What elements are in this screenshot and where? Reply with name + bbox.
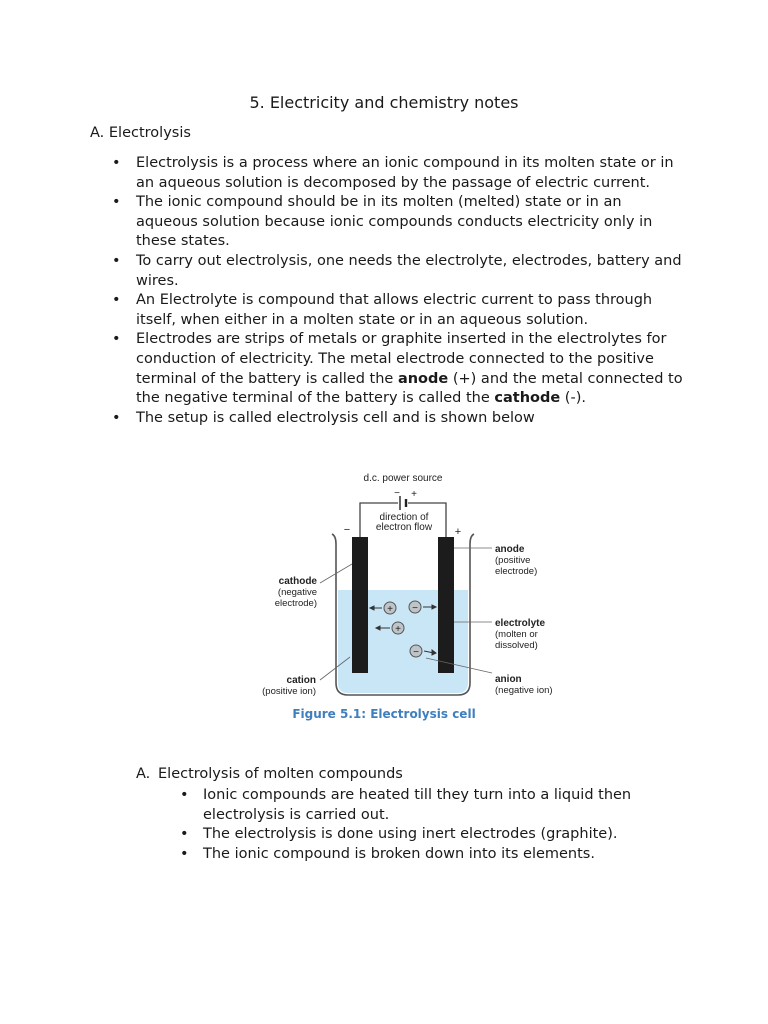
bullet-item: • The ionic compound is broken down into its elements. [180,845,680,865]
electrolysis-cell-figure [250,470,560,700]
cathode-sublabel: (negative [277,587,317,598]
bullet-item [112,330,687,408]
ion-sign: + [395,624,401,635]
cation-sublabel: (positive ion) [262,686,316,697]
cathode-sign: − [343,524,351,536]
page-title: 5. Electricity and chemistry notes [249,93,519,112]
anion-sublabel: (negative ion) [495,685,553,696]
electrolysis-diagram [250,470,560,700]
bullet-text: (+) and the metal connected to the negative terminal of the battery is called the [136,370,683,407]
battery-minus-sign: − [394,488,400,499]
subsection-number: A. [136,766,151,782]
electrolyte-sublabel: dissolved) [495,640,538,651]
electrolyte-sublabel: (molten or [495,629,538,640]
section-heading-electrolysis: A. Electrolysis [90,125,191,141]
ion-sign: − [413,647,419,658]
bullet-item: • The electrolysis is done using inert electrodes (graphite). [180,825,680,845]
bullet-text: Electrodes are strips of metals or graphite inserted in the electrolytes for conduction of electricity. The metal electrode connected to the positive terminal of the battery is called the [136,331,667,387]
bullet-item: • The ionic compound should be in its molten (melted) state or in an aqueous solution because ionic compounds conducts electricity only in these states. [112,193,687,252]
bullet-item: • Electrolysis is a process where an ionic compound in its molten state or in an aqueous solution is decomposed by the passage of electric current. [112,154,687,193]
cathode-electrode [352,537,368,673]
bullet-item: • Ionic compounds are heated till they turn into a liquid then electrolysis is carried out. [180,786,680,825]
anion-label: anion [495,674,522,685]
electrolysis-bullet-list [112,154,687,428]
subsection-heading [136,766,403,782]
bullet-item: • The setup is called electrolysis cell and is shown below [112,409,687,429]
cathode-label: cathode [278,576,317,587]
ion-sign: − [412,603,418,614]
anode-sublabel: electrode) [495,566,538,577]
molten-compounds-bullet-list [180,786,680,864]
bullet-text: (-). [560,390,586,407]
direction-label: direction of [379,512,429,523]
electrolyte-label: electrolyte [495,618,546,629]
figure-caption: Figure 5.1: Electrolysis cell [292,707,476,721]
term-anode: anode [397,370,449,387]
battery-plus-sign: + [411,489,417,500]
anode-label: anode [495,544,525,555]
cathode-sublabel: electrode) [274,598,317,609]
power-source-label: d.c. power source [363,473,443,484]
anode-sign: + [454,526,462,538]
term-cathode: cathode [494,390,561,407]
direction-label: electron flow [375,522,433,533]
anode-electrode [438,537,454,673]
bullet-item: • To carry out electrolysis, one needs the electrolyte, electrodes, battery and wires. [112,252,687,291]
cation-label: cation [286,675,316,686]
bullet-item: • An Electrolyte is compound that allows electric current to pass through itself, when either in a molten state or in an aqueous solution. [112,291,687,330]
anode-sublabel: (positive [495,555,531,566]
ion-sign: + [387,604,393,615]
subsection-label: Electrolysis of molten compounds [158,766,403,782]
